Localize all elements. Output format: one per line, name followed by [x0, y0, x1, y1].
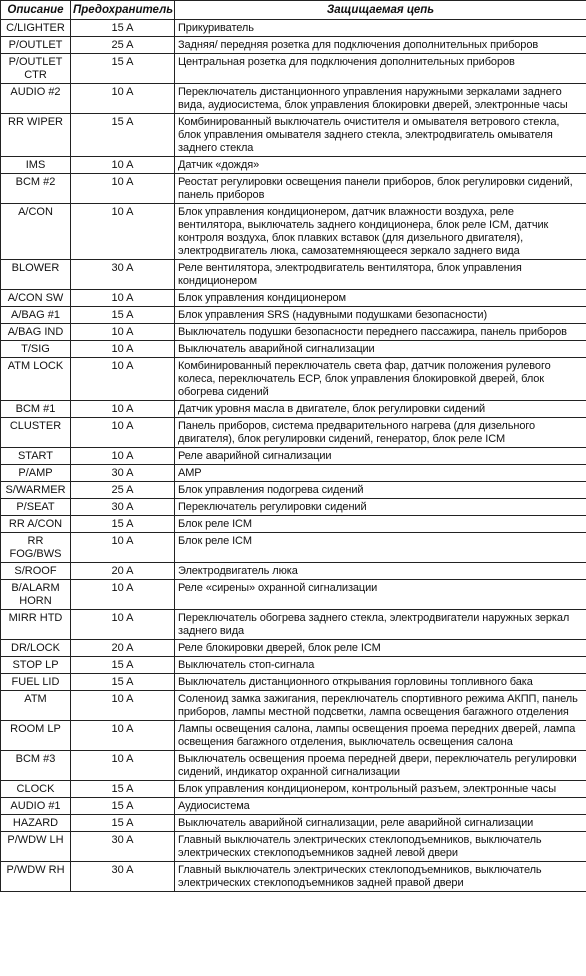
table-row: [1, 324, 586, 341]
fuse-description-cell: STOP LP: [1, 657, 71, 674]
fuse-description-cell: P/AMP: [1, 465, 71, 482]
fuse-description-cell: CLUSTER: [1, 418, 71, 448]
protected-circuit-cell: Блок реле ICM: [175, 516, 586, 533]
table-row: [1, 610, 586, 640]
fuse-rating-cell: 10 A: [71, 290, 175, 307]
protected-circuit-cell: Блок управления кондиционером, датчик влажности воздуха, реле вентилятора, выключатель заднего кондиционера, блок реле ICM, датчик контроля воздуха, блок плавких вставок (для дизельного двигателя), электродвигатель люка, самозатемняющееся зеркало заднего вида: [175, 204, 586, 260]
table-row: [1, 832, 586, 862]
table-row: [1, 204, 586, 260]
fuse-rating-cell: 10 A: [71, 533, 175, 563]
table-row: [1, 721, 586, 751]
fuse-rating-cell: 30 A: [71, 862, 175, 892]
fuse-description-cell: START: [1, 448, 71, 465]
protected-circuit-cell: Комбинированный переключатель света фар, датчик положения рулевого колеса, переключатель ECP, блок управления блокировкой дверей, блок обогрева сидений: [175, 358, 586, 401]
protected-circuit-cell: Реле аварийной сигнализации: [175, 448, 586, 465]
fuse-description-cell: P/WDW LH: [1, 832, 71, 862]
fuse-rating-cell: 25 A: [71, 37, 175, 54]
fuse-description-cell: RR FOG/BWS: [1, 533, 71, 563]
table-row: [1, 20, 586, 37]
protected-circuit-cell: Переключатель обогрева заднего стекла, электродвигатели наружных зеркал заднего вида: [175, 610, 586, 640]
table-row: [1, 862, 586, 892]
fuse-description-cell: HAZARD: [1, 815, 71, 832]
protected-circuit-cell: Реостат регулировки освещения панели приборов, блок регулировки сидений, панель приборов: [175, 174, 586, 204]
fuse-description-cell: CLOCK: [1, 781, 71, 798]
table-row: [1, 781, 586, 798]
fuse-description-cell: FUEL LID: [1, 674, 71, 691]
fuse-rating-cell: 30 A: [71, 260, 175, 290]
protected-circuit-cell: Блок управления SRS (надувными подушками безопасности): [175, 307, 586, 324]
fuse-rating-cell: 10 A: [71, 84, 175, 114]
protected-circuit-cell: Лампы освещения салона, лампы освещения проема передних дверей, лампа освещения багажного отделения, выключатель освещения салона: [175, 721, 586, 751]
table-row: [1, 307, 586, 324]
fuse-description-cell: RR A/CON: [1, 516, 71, 533]
fuse-description-cell: ROOM LP: [1, 721, 71, 751]
fuse-rating-cell: 20 A: [71, 640, 175, 657]
table-row: [1, 418, 586, 448]
protected-circuit-cell: Блок управления кондиционером: [175, 290, 586, 307]
fuse-rating-cell: 10 A: [71, 174, 175, 204]
table-body: [1, 20, 586, 892]
protected-circuit-cell: Соленоид замка зажигания, переключатель спортивного режима АКПП, панель приборов, лампы местной подсветки, лампа освещения багажного отделения: [175, 691, 586, 721]
fuse-description-cell: C/LIGHTER: [1, 20, 71, 37]
table-row: [1, 448, 586, 465]
fuse-description-cell: P/SEAT: [1, 499, 71, 516]
table-row: [1, 657, 586, 674]
table-row: [1, 260, 586, 290]
fuse-rating-cell: 15 A: [71, 798, 175, 815]
fuse-description-cell: S/WARMER: [1, 482, 71, 499]
fuse-rating-cell: 15 A: [71, 516, 175, 533]
fuse-rating-cell: 10 A: [71, 691, 175, 721]
protected-circuit-cell: Главный выключатель электрических стеклоподъемников, выключатель электрических стеклоподъемников задней левой двери: [175, 832, 586, 862]
fuse-rating-cell: 10 A: [71, 448, 175, 465]
fuse-description-cell: DR/LOCK: [1, 640, 71, 657]
protected-circuit-cell: Переключатель дистанционного управления наружными зеркалами заднего вида, аудиосистема, блок управления блокировки дверей, электронные часы: [175, 84, 586, 114]
table-row: [1, 290, 586, 307]
fuse-rating-cell: 10 A: [71, 721, 175, 751]
table-row: [1, 674, 586, 691]
table-row: [1, 563, 586, 580]
fuse-rating-cell: 10 A: [71, 204, 175, 260]
protected-circuit-cell: Блок управления подогрева сидений: [175, 482, 586, 499]
protected-circuit-cell: Панель приборов, система предварительного нагрева (для дизельного двигателя), блок регулировки сидений, генератор, блок реле ICM: [175, 418, 586, 448]
table-row: [1, 533, 586, 563]
protected-circuit-cell: Главный выключатель электрических стеклоподъемников, выключатель электрических стеклоподъемников задней правой двери: [175, 862, 586, 892]
protected-circuit-cell: Реле вентилятора, электродвигатель вентилятора, блок управления кондиционером: [175, 260, 586, 290]
table-header: [1, 1, 586, 20]
header-row: [1, 1, 586, 20]
fuse-rating-cell: 30 A: [71, 832, 175, 862]
fuse-description-cell: P/OUTLET: [1, 37, 71, 54]
protected-circuit-cell: Выключатель стоп-сигнала: [175, 657, 586, 674]
fuse-description-cell: BLOWER: [1, 260, 71, 290]
table-row: [1, 54, 586, 84]
fuse-description-cell: A/BAG IND: [1, 324, 71, 341]
fuse-rating-cell: 15 A: [71, 781, 175, 798]
protected-circuit-cell: Выключатель подушки безопасности переднего пассажира, панель приборов: [175, 324, 586, 341]
protected-circuit-cell: Задняя/ передняя розетка для подключения дополнительных приборов: [175, 37, 586, 54]
table-row: [1, 640, 586, 657]
protected-circuit-cell: Реле блокировки дверей, блок реле ICM: [175, 640, 586, 657]
protected-circuit-cell: Датчик уровня масла в двигателе, блок регулировки сидений: [175, 401, 586, 418]
fuse-rating-cell: 10 A: [71, 610, 175, 640]
protected-circuit-cell: Электродвигатель люка: [175, 563, 586, 580]
header-fuse: Предохранитель: [71, 1, 175, 20]
protected-circuit-cell: Выключатель аварийной сигнализации: [175, 341, 586, 358]
fuse-description-cell: BCM #2: [1, 174, 71, 204]
fuse-rating-cell: 30 A: [71, 465, 175, 482]
fuse-rating-cell: 15 A: [71, 657, 175, 674]
table-row: [1, 114, 586, 157]
fuse-description-cell: A/CON: [1, 204, 71, 260]
fuse-rating-cell: 15 A: [71, 114, 175, 157]
protected-circuit-cell: Переключатель регулировки сидений: [175, 499, 586, 516]
table-row: [1, 84, 586, 114]
fuse-rating-cell: 10 A: [71, 358, 175, 401]
protected-circuit-cell: Выключатель освещения проема передней двери, переключатель регулировки сидений, индикатор охранной сигнализации: [175, 751, 586, 781]
fuse-description-cell: BCM #1: [1, 401, 71, 418]
fuse-description-cell: MIRR HTD: [1, 610, 71, 640]
fuse-rating-cell: 15 A: [71, 815, 175, 832]
protected-circuit-cell: AMP: [175, 465, 586, 482]
table-row: [1, 499, 586, 516]
table-row: [1, 580, 586, 610]
table-row: [1, 341, 586, 358]
fuse-rating-cell: 30 A: [71, 499, 175, 516]
fuse-description-cell: AUDIO #1: [1, 798, 71, 815]
table-row: [1, 174, 586, 204]
fuse-rating-cell: 15 A: [71, 674, 175, 691]
table-row: [1, 465, 586, 482]
table-row: [1, 37, 586, 54]
fuse-rating-cell: 20 A: [71, 563, 175, 580]
fuse-rating-cell: 10 A: [71, 341, 175, 358]
fuse-description-cell: A/BAG #1: [1, 307, 71, 324]
fuse-rating-cell: 10 A: [71, 157, 175, 174]
table-row: [1, 815, 586, 832]
fuse-description-cell: IMS: [1, 157, 71, 174]
protected-circuit-cell: Блок реле ICM: [175, 533, 586, 563]
protected-circuit-cell: Прикуриватель: [175, 20, 586, 37]
table-row: [1, 751, 586, 781]
fuse-rating-cell: 15 A: [71, 307, 175, 324]
protected-circuit-cell: Выключатель дистанционного открывания горловины топливного бака: [175, 674, 586, 691]
table-row: [1, 691, 586, 721]
table-row: [1, 401, 586, 418]
fuse-rating-cell: 15 A: [71, 54, 175, 84]
fuse-description-cell: P/OUTLET CTR: [1, 54, 71, 84]
table-row: [1, 358, 586, 401]
fuse-rating-cell: 10 A: [71, 580, 175, 610]
header-description: Описание: [1, 1, 71, 20]
fuse-description-cell: RR WIPER: [1, 114, 71, 157]
fuse-rating-cell: 10 A: [71, 418, 175, 448]
fuse-description-cell: P/WDW RH: [1, 862, 71, 892]
protected-circuit-cell: Центральная розетка для подключения дополнительных приборов: [175, 54, 586, 84]
fuse-rating-cell: 10 A: [71, 401, 175, 418]
protected-circuit-cell: Датчик «дождя»: [175, 157, 586, 174]
table-row: [1, 482, 586, 499]
fuse-description-cell: AUDIO #2: [1, 84, 71, 114]
fuse-rating-cell: 15 A: [71, 20, 175, 37]
table-row: [1, 516, 586, 533]
fuse-rating-cell: 10 A: [71, 324, 175, 341]
protected-circuit-cell: Реле «сирены» охранной сигнализации: [175, 580, 586, 610]
fuse-description-cell: A/CON SW: [1, 290, 71, 307]
protected-circuit-cell: Блок управления кондиционером, контрольный разъем, электронные часы: [175, 781, 586, 798]
fuse-rating-cell: 25 A: [71, 482, 175, 499]
table-row: [1, 157, 586, 174]
fuse-description-cell: BCM #3: [1, 751, 71, 781]
fuse-rating-cell: 10 A: [71, 751, 175, 781]
fuse-description-cell: B/ALARM HORN: [1, 580, 71, 610]
table-row: [1, 798, 586, 815]
protected-circuit-cell: Аудиосистема: [175, 798, 586, 815]
fuse-description-cell: ATM LOCK: [1, 358, 71, 401]
fuse-description-cell: S/ROOF: [1, 563, 71, 580]
protected-circuit-cell: Выключатель аварийной сигнализации, реле аварийной сигнализации: [175, 815, 586, 832]
header-target: Защищаемая цепь: [175, 1, 586, 20]
fuse-description-cell: ATM: [1, 691, 71, 721]
fuse-description-cell: T/SIG: [1, 341, 71, 358]
protected-circuit-cell: Комбинированный выключатель очистителя и омывателя ветрового стекла, блок управления омывателя заднего стекла, электродвигатель омывателя заднего стекла: [175, 114, 586, 157]
